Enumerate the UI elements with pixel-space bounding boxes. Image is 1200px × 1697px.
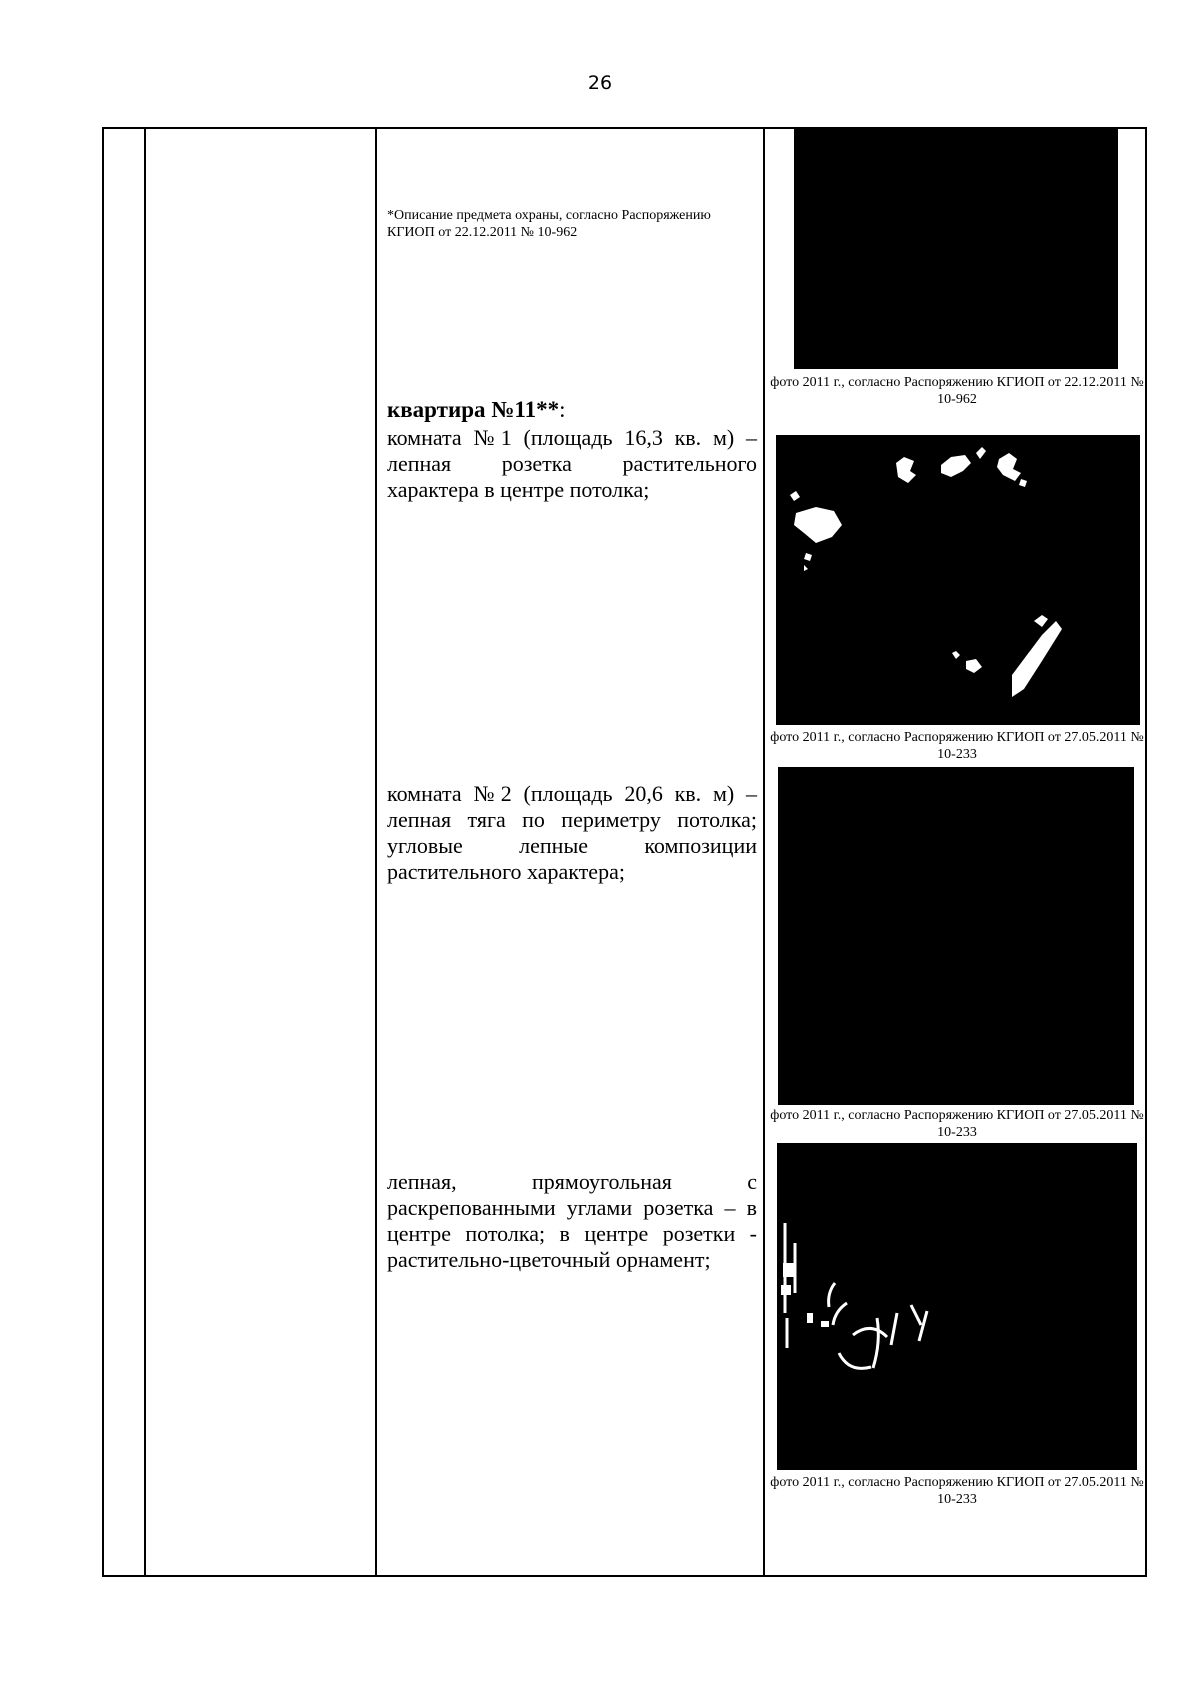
- footnote: *Описание предмета охраны, согласно Распоряжению КГИОП от 22.12.2011 № 10-962: [387, 208, 711, 240]
- apartment-colon: :: [559, 397, 566, 422]
- protection-table: [102, 127, 1147, 1577]
- photo-caption-4: фото 2011 г., согласно Распоряжению КГИОП от 27.05.2011 № 10-233: [770, 1475, 1144, 1507]
- item-rosette: лепная, прямоугольная с раскрепованными углами розетка – в центре потолка; в центре розетки - растительно-цветочный орнамент;: [387, 1169, 757, 1272]
- column-divider-3: [763, 129, 765, 1575]
- apartment-heading: [387, 397, 757, 423]
- photo-4: [777, 1143, 1137, 1470]
- photo-2: [776, 435, 1140, 725]
- page-number: 26: [587, 72, 613, 94]
- apartment-title: квартира №11**: [387, 397, 560, 422]
- item-room-1: комната №1 (площадь 16,3 кв. м) – лепная розетка растительного характера в центре потолка;: [387, 425, 757, 502]
- column-divider-2: [375, 129, 377, 1575]
- column-divider-1: [144, 129, 146, 1575]
- photo-caption-2: фото 2011 г., согласно Распоряжению КГИОП от 27.05.2011 № 10-233: [770, 730, 1144, 762]
- photo-1: [794, 127, 1118, 369]
- photo-3: [778, 767, 1134, 1105]
- photo-caption-1: фото 2011 г., согласно Распоряжению КГИОП от 22.12.2011 № 10-962: [770, 375, 1144, 407]
- photo-caption-3: фото 2011 г., согласно Распоряжению КГИОП от 27.05.2011 № 10-233: [770, 1108, 1144, 1140]
- item-room-2: комната №2 (площадь 20,6 кв. м) – лепная тяга по периметру потолка; угловые лепные композиции растительного характера;: [387, 781, 757, 884]
- photo-4-content: [777, 1143, 1137, 1470]
- photo-2-content: [776, 435, 1140, 725]
